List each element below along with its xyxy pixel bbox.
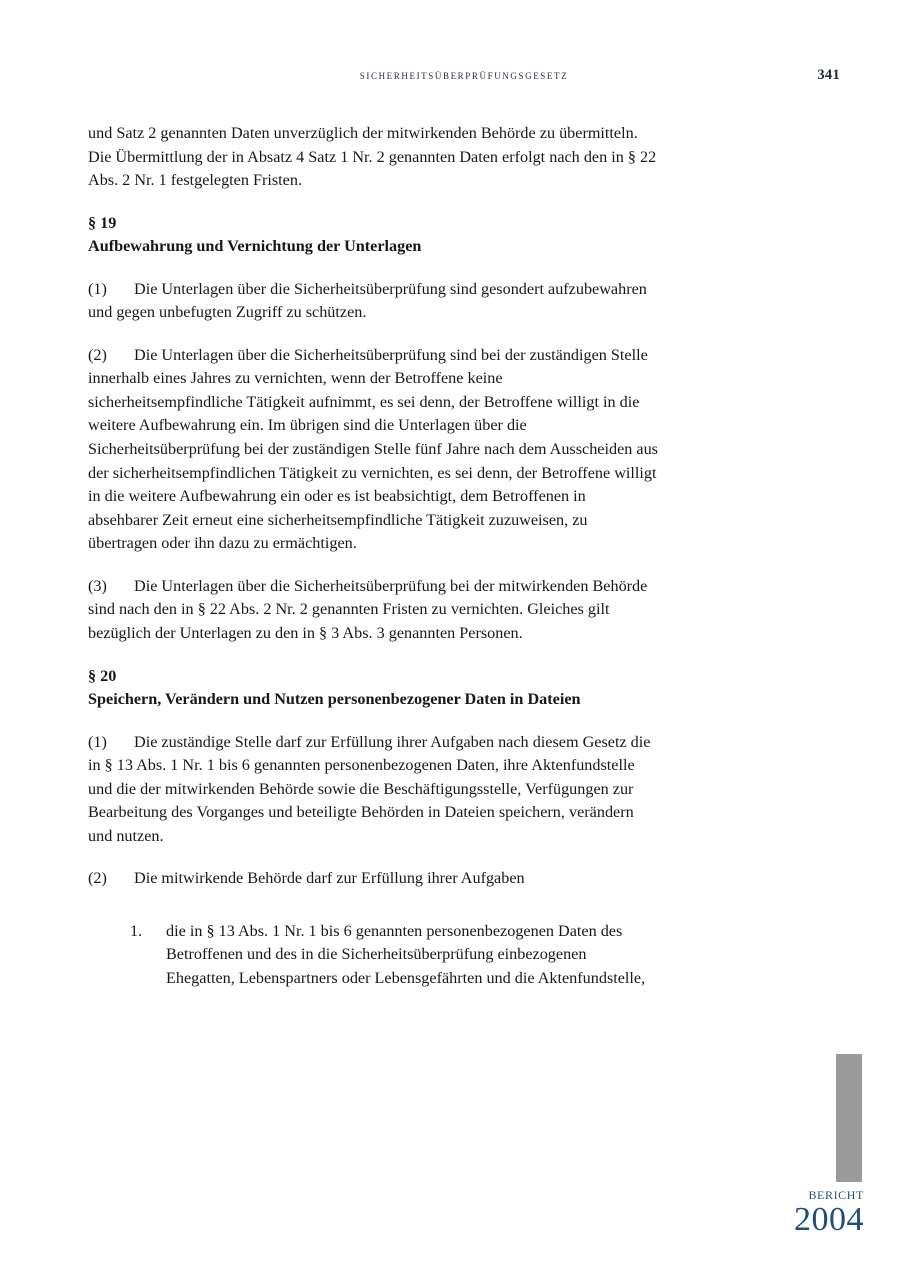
paragraph-marker: (2)	[88, 345, 107, 364]
section-19-paragraph-3	[88, 575, 658, 646]
section-19-number: § 19	[88, 213, 117, 232]
page-body	[88, 122, 658, 1009]
paragraph-marker: (3)	[88, 576, 107, 595]
paragraph-text: Die zuständige Stelle darf zur Erfüllung ihrer Aufgaben nach diesem Gesetz die in § 13 Abs. 1 Nr. 1 bis 6 genannten personenbezogenen Daten, ihre Aktenfundstelle und die der mitwirkenden Behörde sowie die Beschäftigungsstelle, Verfügungen zur Bearbeitung des Vorganges und beteiligte Behörden in Dateien speichern, verändern und nutzen.	[88, 732, 651, 845]
section-20-enumeration	[88, 920, 658, 991]
continued-paragraph: und Satz 2 genannten Daten unverzüglich der mitwirkenden Behörde zu übermitteln. Die Übermittlung der in Absatz 4 Satz 1 Nr. 2 genannten Daten erfolgt nach den in § 22 Abs. 2 Nr. 1 festgelegten Fristen.	[88, 124, 657, 190]
paragraph-text: Die mitwirkende Behörde darf zur Erfüllung ihrer Aufgaben	[134, 869, 525, 888]
paragraph-text: Die Unterlagen über die Sicherheitsüberprüfung sind bei der zuständigen Stelle innerhalb eines Jahres zu vernichten, wenn der Betroffene keine sicherheitsempfindliche Tätigkeit aufnimmt, es sei denn, der Betroffene willigt in die weitere Aufbewahrung ein. Im übrigen sind die Unterlagen über die Sicherheitsüberprüfung bei der zuständigen Stelle fünf Jahre nach dem Ausscheiden aus der sicherheitsempfindlichen Tätigkeit zu vernichten, es sei denn, der Betroffene willigt in die weitere Aufbewahrung ein oder es ist beabsichtigt, dem Betroffenen in absehbarer Zeit erneut eine sicherheitsempfindliche Tätigkeit zuzuweisen, zu übertragen oder ihn dazu zu ermächtigen.	[88, 345, 658, 553]
report-logo-label: bericht	[808, 1184, 864, 1204]
paragraph-marker: (2)	[88, 869, 107, 888]
section-20-paragraph-1	[88, 731, 658, 849]
section-19-paragraph-2	[88, 344, 658, 556]
section-20-paragraph-2	[88, 867, 658, 891]
report-logo-year: 2004	[794, 1201, 864, 1239]
running-head	[88, 68, 840, 88]
paragraph-text: Die Unterlagen über die Sicherheitsüberprüfung bei der mitwirkenden Behörde sind nach den in § 22 Abs. 2 Nr. 2 genannten Fristen zu vernichten. Gleiches gilt bezüglich der Unterlagen zu den in § 3 Abs. 3 genannten Personen.	[88, 576, 648, 642]
section-20-heading	[88, 665, 658, 712]
section-19-paragraph-1	[88, 278, 658, 325]
section-19-title: Aufbewahrung und Vernichtung der Unterlagen	[88, 237, 422, 256]
running-head-title: sicherheitsüberprüfungsgesetz	[359, 68, 569, 82]
report-logo	[794, 1185, 864, 1238]
section-19-heading	[88, 212, 658, 259]
paragraph-marker: (1)	[88, 732, 107, 751]
page-number: 341	[817, 67, 840, 83]
paragraph-marker: (1)	[88, 279, 107, 298]
paragraph-text: Die Unterlagen über die Sicherheitsüberprüfung sind gesondert aufzubewahren und gegen unbefugten Zugriff zu schützen.	[88, 279, 647, 322]
list-item	[88, 920, 658, 991]
section-20-number: § 20	[88, 666, 117, 685]
list-item-text: die in § 13 Abs. 1 Nr. 1 bis 6 genannten personenbezogenen Daten des Betroffenen und des in die Sicherheitsüberprüfung einbezogenen Ehegatten, Lebenspartners oder Lebensgefährten und die Aktenfundstelle,	[166, 921, 646, 987]
section-20-title: Speichern, Verändern und Nutzen personenbezogener Daten in Dateien	[88, 690, 581, 709]
list-item-marker: 1.	[130, 921, 143, 940]
side-marker-bar	[836, 1054, 862, 1182]
